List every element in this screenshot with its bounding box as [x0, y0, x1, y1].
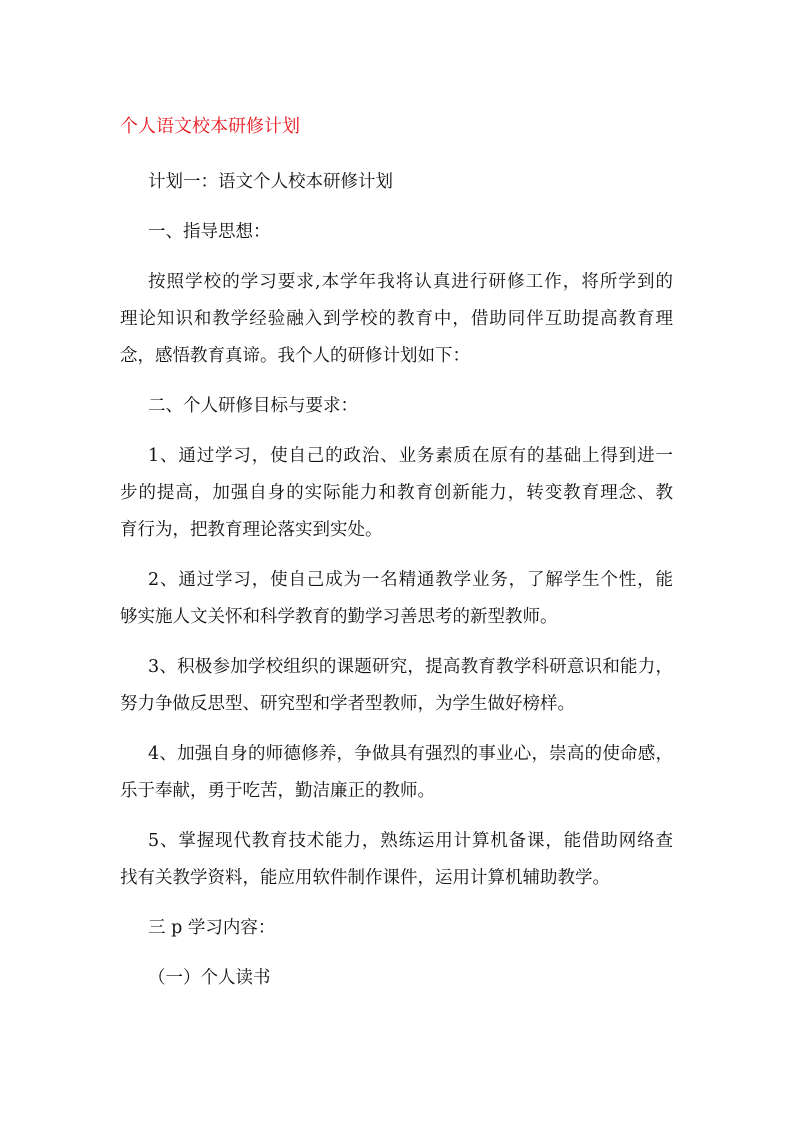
text-line: 三 p 学习内容： — [148, 918, 276, 938]
paragraph — [120, 388, 673, 425]
text-line: 念，感悟教育真谛。我个人的研修计划如下： — [120, 346, 470, 366]
document-body — [120, 164, 673, 997]
text-line: 4、加强自身的师德修养，争做具有强烈的事业心，崇高的使命感， — [148, 744, 673, 764]
paragraph — [120, 562, 673, 636]
text-line: 够实施人文关怀和科学教育的勤学习善思考的新型教师。 — [120, 607, 558, 627]
paragraph — [120, 649, 673, 723]
document-title: 个人语文校本研修计划 — [120, 116, 300, 137]
paragraph — [120, 910, 673, 947]
text-line: 找有关教学资料，能应用软件制作课件，运用计算机辅助教学。 — [120, 868, 610, 888]
text-line: 育行为，把教育理论落实到实处。 — [120, 520, 383, 540]
text-line: 3、积极参加学校组织的课题研究，提高教育教学科研意识和能力， — [148, 657, 673, 677]
document-page — [120, 112, 673, 1010]
text-line: 一、指导思想： — [148, 222, 271, 242]
paragraph — [120, 214, 673, 251]
text-line: 理论知识和教学经验融入到学校的教育中，借助同伴互助提高教育理 — [120, 309, 673, 329]
text-line: 乐于奉献，勇于吃苦，勤洁廉正的教师。 — [120, 781, 435, 801]
paragraph — [120, 164, 673, 201]
paragraph — [120, 960, 673, 997]
text-line: 努力争做反思型、研究型和学者型教师，为学生做好榜样。 — [120, 694, 575, 714]
text-line: （一）个人读书 — [148, 968, 271, 988]
text-line: 按照学校的学习要求,本学年我将认真进行研修工作，将所学到的 — [148, 272, 673, 292]
text-line: 计划一：语文个人校本研修计划 — [148, 172, 393, 192]
text-line: 步的提高，加强自身的实际能力和教育创新能力，转变教育理念、教 — [120, 483, 673, 503]
paragraph — [120, 736, 673, 810]
paragraph — [120, 823, 673, 897]
text-line: 二、个人研修目标与要求： — [148, 396, 358, 416]
text-line: 1、通过学习，使自己的政治、业务素质在原有的基础上得到进一 — [148, 446, 673, 466]
paragraph — [120, 264, 673, 375]
text-line: 2、通过学习，使自己成为一名精通教学业务，了解学生个性，能 — [148, 570, 673, 590]
text-line: 5、掌握现代教育技术能力，熟练运用计算机备课，能借助网络查 — [148, 831, 673, 851]
paragraph — [120, 438, 673, 549]
